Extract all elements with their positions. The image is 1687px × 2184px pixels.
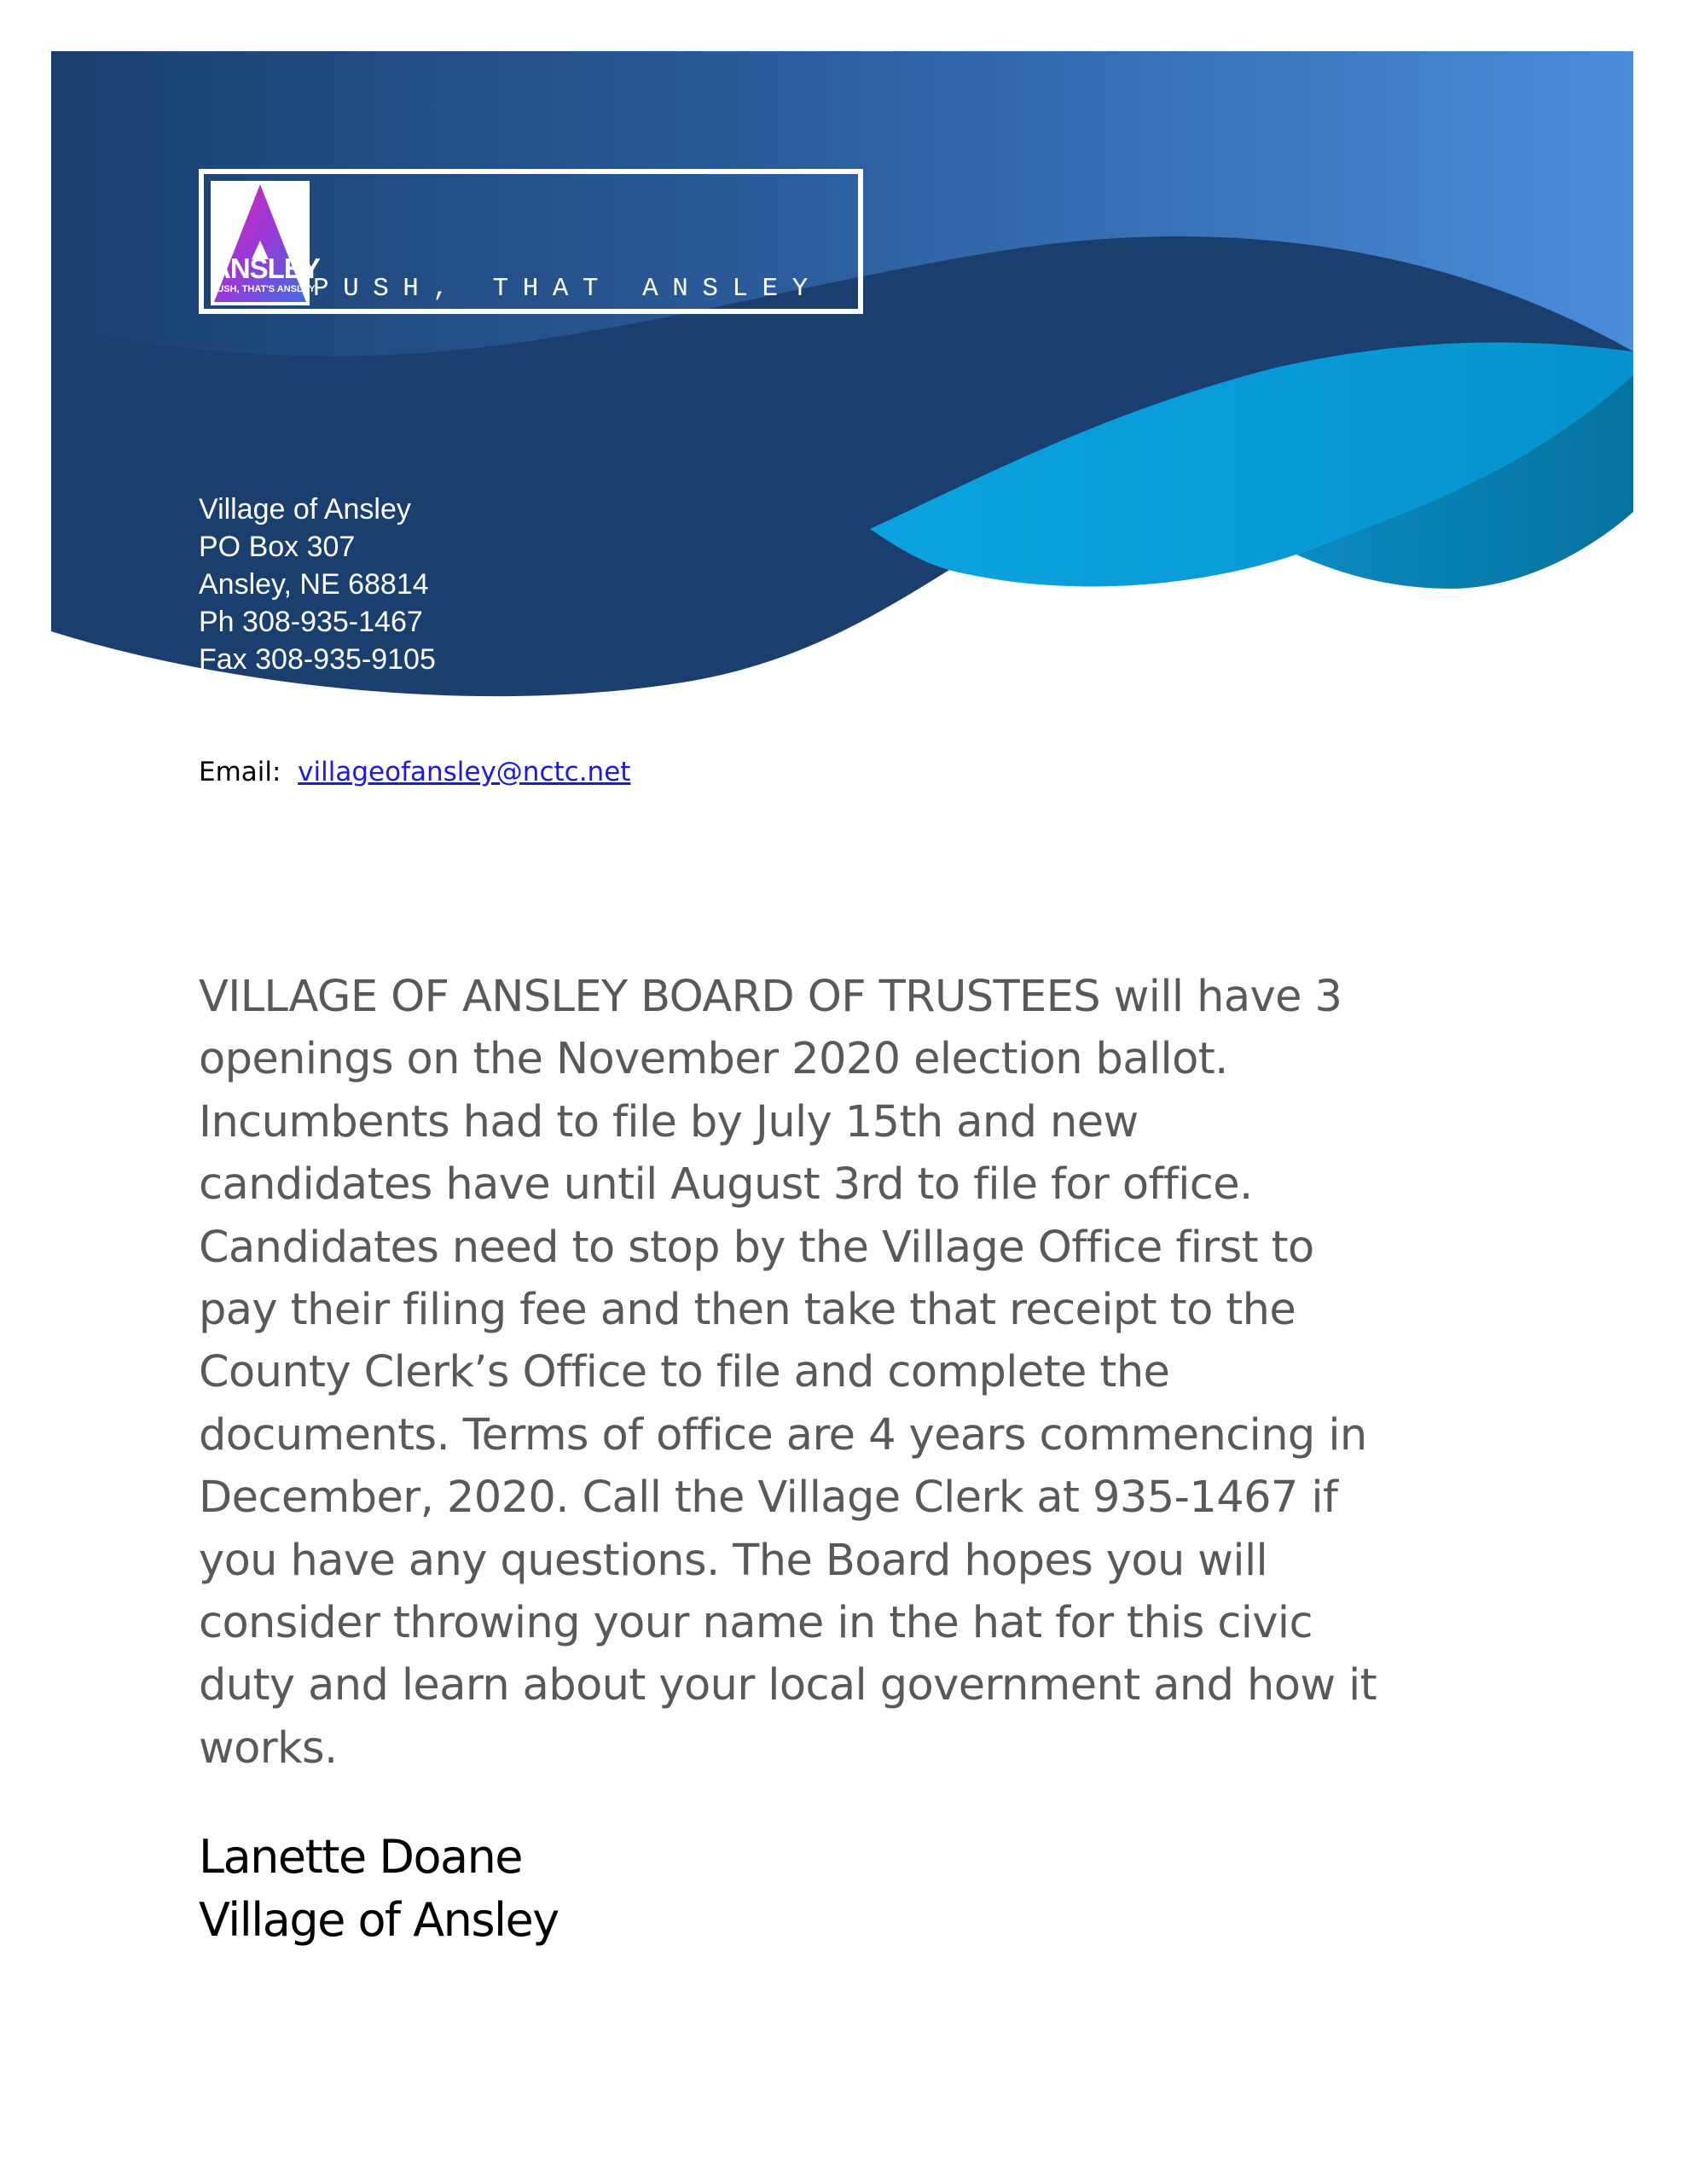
email-line: [199, 755, 630, 789]
address-line-fax: Fax 308-935-9105: [199, 643, 436, 676]
address-block: [199, 491, 436, 678]
address-line-name: Village of Ansley: [199, 493, 411, 526]
tagline: PUSH, THAT ANSLEY: [313, 274, 822, 304]
signature-block: [199, 1826, 559, 1952]
logo-wordmark-sub: PUSH, THAT'S ANSLEY: [211, 284, 316, 294]
email-link[interactable]: villageofansley@nctc.net: [298, 757, 631, 787]
address-line-phone: Ph 308-935-1467: [199, 606, 423, 638]
address-line-city: Ansley, NE 68814: [199, 568, 429, 601]
address-line-pobox: PO Box 307: [199, 531, 356, 563]
ansley-logo: [211, 181, 320, 305]
signature-organization: Village of Ansley: [199, 1893, 559, 1947]
logo-frame: [199, 169, 863, 314]
announcement-text: VILLAGE OF ANSLEY BOARD OF TRUSTEES will have 3 openings on the November 2020 election ballot. Incumbents had to file by July 15th and new candidates have until August 3rd to file for office. Candidates need to stop by the Village Office first to pay their filing fee and then take that receipt to the County Clerk’s Office to file and complete the documents. Terms of office are 4 years commencing in December, 2020. Call the Village Clerk at 935-1467 if you have any questions. The Board hopes you will consider throwing your name in the hat for this civic duty and learn about your local government and how it works.: [199, 972, 1377, 1774]
email-label: Email:: [199, 757, 281, 787]
letterhead-banner: [0, 0, 1687, 768]
signature-name: Lanette Doane: [199, 1830, 523, 1884]
logo-wordmark: ANSLEY: [211, 253, 320, 284]
